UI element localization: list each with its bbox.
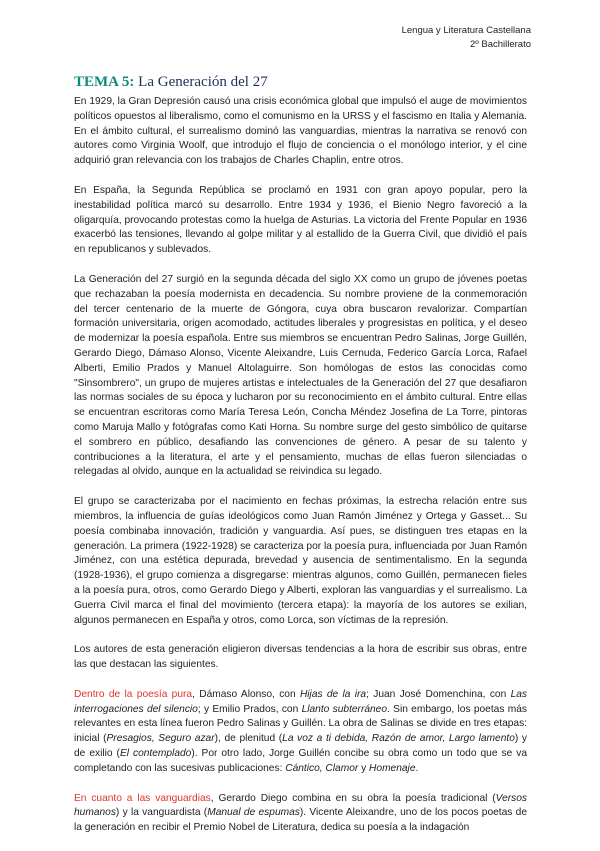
page-title bbox=[74, 74, 268, 91]
paragraph-p6 bbox=[74, 688, 527, 777]
section-heading-inline: Dentro de la poesía pura bbox=[74, 688, 193, 700]
title-label: TEMA 5: bbox=[74, 74, 135, 90]
paragraph-text: En 1929, la Gran Depresión causó una crisis económica global que impulsó el auge de movimientos políticos opuestos al liberalismo, como el comunismo en la URSS y el fascismo en Italia y Alemania. En el ámbito cultural, el surrealismo dominó las vanguardias, mientras la narrativa se renovó con autores como Virginia Woolf, que introdujo el flujo de conciencia o el monólogo interior, y el cine adquirió gran relevancia con los trabajos de Charles Chaplin, entre otros. bbox=[74, 96, 527, 167]
paragraph-text: ; y Emilio Prados, con bbox=[197, 703, 302, 715]
work-title: Llanto subterráneo bbox=[301, 703, 388, 715]
header-course: 2º Bachillerato bbox=[469, 39, 531, 50]
work-title: Homenaje bbox=[369, 762, 416, 774]
paragraph-p1 bbox=[74, 95, 527, 169]
paragraph-text: y bbox=[358, 762, 370, 774]
work-title: La voz a ti debida, Razón de amor, Largo lamento bbox=[282, 733, 515, 745]
paragraph-text: ). Vicente Aleixandre, uno de los pocos poetas de la generación en recibir el Premio Nobel de Literatura, dedica su poesía a la indagación bbox=[74, 807, 527, 834]
paragraph-text: , Gerardo Diego combina en su obra la poesía tradicional ( bbox=[210, 792, 496, 804]
header-subject: Lengua y Literatura Castellana bbox=[401, 25, 531, 36]
title-text: La Generación del 27 bbox=[134, 74, 268, 90]
paragraph-text: , Dámaso Alonso, con bbox=[192, 688, 300, 700]
paragraph-text: ) y la vanguardista ( bbox=[115, 807, 208, 819]
paragraph-text: La Generación del 27 surgió en la segunda década del siglo XX como un grupo de jóvenes poetas que rechazaban la poesía modernista en decadencia. Su nombre proviene de la conmemoración del tercer centenario de la muerte de Góngora, cuya obra buscaron revalorizar. Compartían formación universitaria, origen acomodado, actitudes liberales y progresistas en política, y el deseo de modernizar la poesía española. Entre sus miembros se encuentran Pedro Salinas, Jorge Guillén, Gerardo Diego, Dámaso Alonso, Vicente Aleixandre, Luis Cernuda, Federico García Lorca, Rafael Alberti, Emilio Prados y Manuel Altolaguirre. Son homólogas de estos las conocidas como "Sinsombrero", un grupo de mujeres artistas e intelectuales de la Generación del 27 que desafiaron las normas sociales de su época y lucharon por su reconocimiento en el ámbito cultural. Entre ellas se encuentran escritoras como María Teresa León, Concha Méndez Josefina de La Torre, pintoras como Maruja Mallo y fotógrafas como Kati Horna. Su nombre surge del gesto simbólico de quitarse el sombrero en público, desafiando las convenciones de género. A pesar de su talento y contribuciones a la literatura, el arte y el pensamiento, muchas de ellas fueron silenciadas o relegadas al olvido, aunque en la actualidad se reivindica su legado. bbox=[74, 273, 527, 478]
work-title: Las interrogaciones del silencio bbox=[74, 688, 528, 715]
work-title: El contemplado bbox=[119, 748, 192, 760]
paragraph-text: ), de plenitud ( bbox=[214, 733, 283, 745]
work-title: Cántico, Clamor bbox=[285, 762, 359, 774]
paragraph-p2 bbox=[74, 184, 527, 258]
section-heading-inline: En cuanto a las vanguardias bbox=[74, 792, 211, 804]
paragraph-p4 bbox=[74, 495, 527, 628]
work-title: Manual de espumas bbox=[207, 807, 300, 819]
paragraph-p7 bbox=[74, 792, 527, 836]
work-title: Versos humanos bbox=[74, 792, 527, 819]
document-body bbox=[74, 95, 527, 851]
paragraph-text: . Sin embargo, los poetas más relevantes en esta línea fueron Pedro Salinas y Guillén. La obra de Salinas se divide en tres etapas: inicial ( bbox=[74, 703, 527, 745]
paragraph-text: ) y de exilio ( bbox=[74, 733, 528, 760]
paragraph-text: El grupo se caracterizaba por el nacimiento en fechas próximas, la estrecha relación entre sus miembros, la influencia de guías ideológicos como Juan Ramón Jiménez y Ortega y Gasset... Su poesía combinaba innovación, tradición y vanguardia. Así pues, se distinguen tres etapas en la generación. La primera (1922-1928) se caracteriza por la poesía pura, influenciada por Juan Ramón Jiménez, con una estética depurada, brevedad y ausencia de sentimentalismo. En la segunda (1928-1936), el grupo comienza a disgregarse: mientras algunos, como Guillén, permanecen fieles a la poesía pura, otros, como Gerardo Diego y Alberti, exploran las vanguardias y el surrealismo. La Guerra Civil marca el final del movimiento (tercera etapa): la mayoría de los autores se exilian, algunos permanecen en España y otros, como Lorca, son víctimas de la represión. bbox=[74, 496, 527, 626]
paragraph-p3 bbox=[74, 273, 527, 480]
paragraph-p5 bbox=[74, 643, 527, 673]
work-title: Presagios, Seguro azar bbox=[106, 733, 215, 745]
paragraph-text: ; Juan José Domenchina, con bbox=[366, 688, 511, 700]
paragraph-text: Los autores de esta generación eligieron diversas tendencias a la hora de escribir sus obras, entre las que destacan las siguientes. bbox=[74, 644, 527, 671]
paragraph-text: En España, la Segunda República se proclamó en 1931 con gran apoyo popular, pero la inestabilidad política marcó su desarrollo. Entre 1934 y 1936, el Bienio Negro favoreció a la oligarquía, provocando protestas como la huelga de Asturias. La victoria del Frente Popular en 1936 exacerbó las tensiones, llevando al golpe militar y al estallido de la Guerra Civil, que dividió el país en republicanos y sublevados. bbox=[74, 184, 527, 256]
work-title: Hijas de la ira bbox=[299, 688, 367, 700]
paragraph-text: ). Por otro lado, Jorge Guillén concibe su obra como un todo que se va completando con las sucesivas publicaciones: bbox=[74, 748, 527, 774]
page-header bbox=[402, 24, 531, 52]
paragraph-text: . bbox=[415, 762, 419, 774]
